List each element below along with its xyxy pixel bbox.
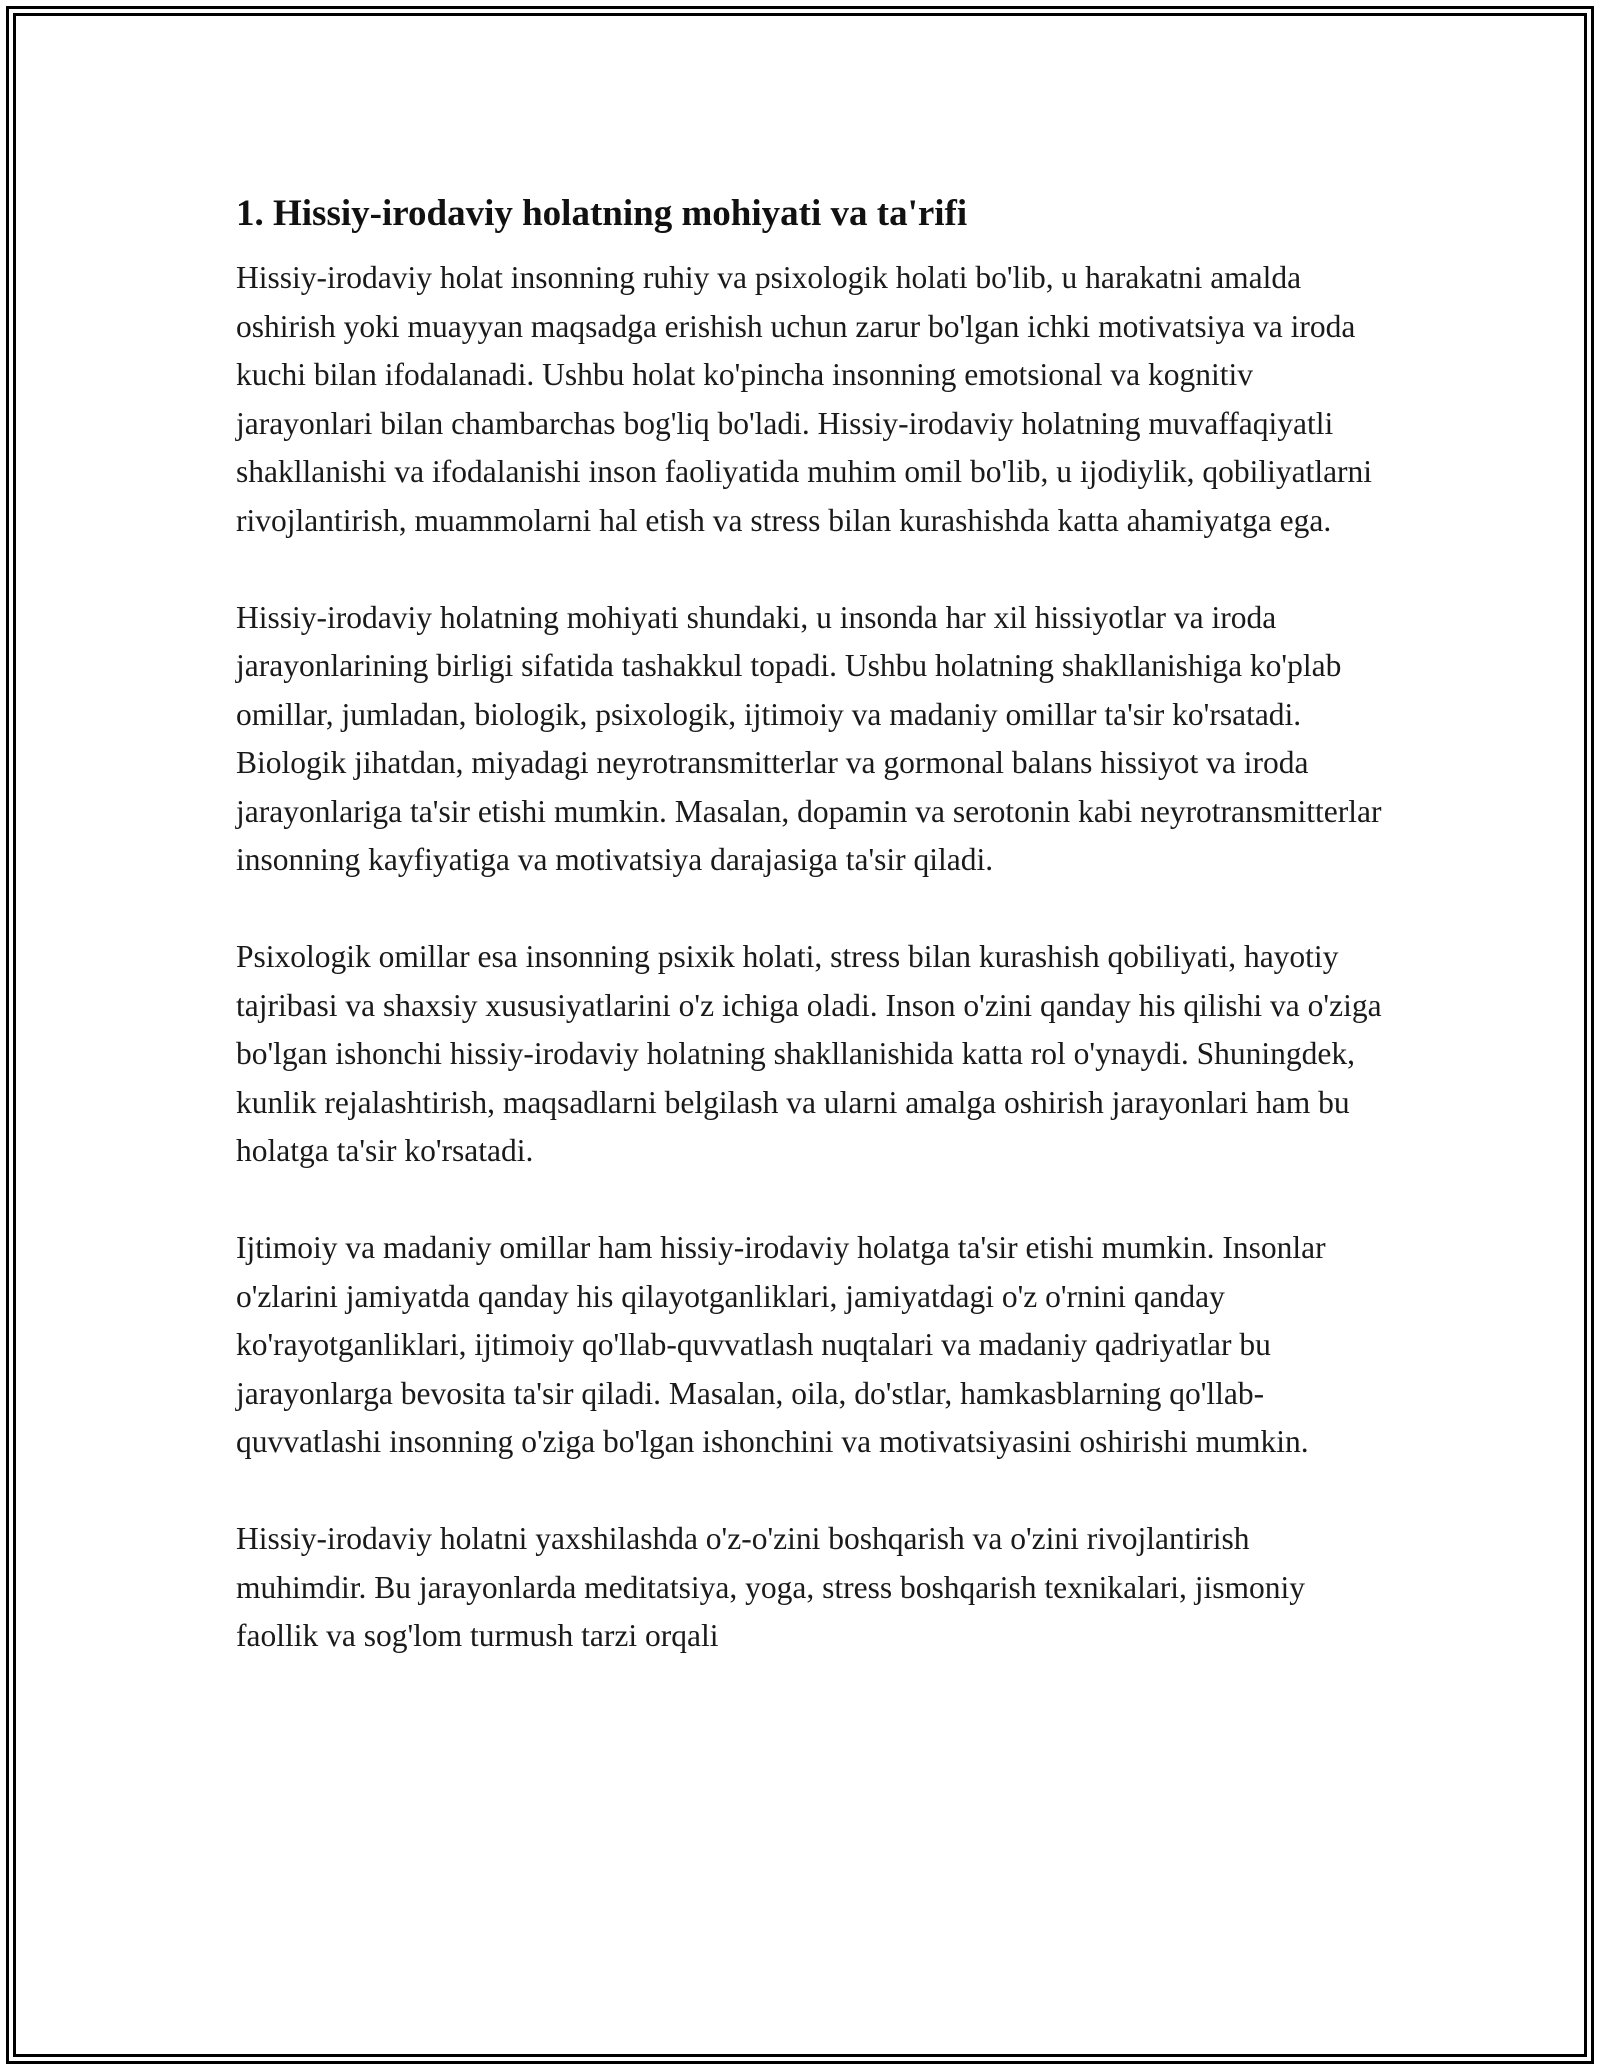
paragraph-3: Psixologik omillar esa insonning psixik holati, stress bilan kurashish qobiliyati, hayotiy tajribasi va shaxsiy xususiyatlarini o'z ichiga oladi. Inson o'zini qanday his qilishi va o'ziga bo'lgan ishonchi hissiy-irodaviy holatning shakllanishida katta rol o'ynaydi. Shuningdek, kunlik rejalashtirish, maqsadlarni belgilash va ularni amalga oshirish jarayonlari ham bu holatga ta'sir ko'rsatadi. xyxy=(236,939,1382,1168)
paragraph-2: Hissiy-irodaviy holatning mohiyati shundaki, u insonda har xil hissiyotlar va iroda jarayonlarining birligi sifatida tashakkul topadi. Ushbu holatning shakllanishiga ko'plab omillar, jumladan, biologik, psixologik, ijtimoiy va madaniy omillar ta'sir ko'rsatadi. Biologik jihatdan, miyadagi neyrotransmitterlar va gormonal balans hissiyot va iroda jarayonlariga ta'sir etishi mumkin. Masalan, dopamin va serotonin kabi neyrotransmitterlar insonning kayfiyatiga va motivatsiya darajasiga ta'sir qiladi. xyxy=(236,599,1382,877)
document-body xyxy=(236,186,1386,1709)
paragraph-1: Hissiy-irodaviy holat insonning ruhiy va psixologik holati bo'lib, u harakatni amalda oshirish yoki muayyan maqsadga erishish uchun zarur bo'lgan ichki motivatsiya va iroda kuchi bilan ifodalanadi. Ushbu holat ko'pincha insonning emotsional va kognitiv jarayonlari bilan chambarchas bog'liq bo'ladi. Hissiy-irodaviy holatning muvaffaqiyatli shakllanishi va ifodalanishi inson faoliyatida muhim omil bo'lib, u ijodiylik, qobiliyatlarni rivojlantirish, muammolarni hal etish va stress bilan kurashishda katta ahamiyatga ega. xyxy=(236,260,1373,538)
paragraph-4: Ijtimoiy va madaniy omillar ham hissiy-irodaviy holatga ta'sir etishi mumkin. Insonlar o'zlarini jamiyatda qanday his qilayotganliklari, jamiyatdagi o'z o'rnini qanday ko'rayotganliklari, ijtimoiy qo'llab-quvvatlash nuqtalari va madaniy qadriyatlar bu jarayonlarga bevosita ta'sir qiladi. Masalan, oila, do'stlar, hamkasblarning qo'llab-quvvatlashi insonning o'ziga bo'lgan ishonchini va motivatsiyasini oshirishi mumkin. xyxy=(236,1230,1326,1459)
paragraph-5: Hissiy-irodaviy holatni yaxshilashda o'z-o'zini boshqarish va o'zini rivojlantirish muhimdir. Bu jarayonlarda meditatsiya, yoga, stress boshqarish texnikalari, jismoniy faollik va sog'lom turmush tarzi orqali xyxy=(236,1521,1306,1653)
section-heading: 1. Hissiy-irodaviy holatning mohiyati va ta'rifi xyxy=(236,193,968,234)
